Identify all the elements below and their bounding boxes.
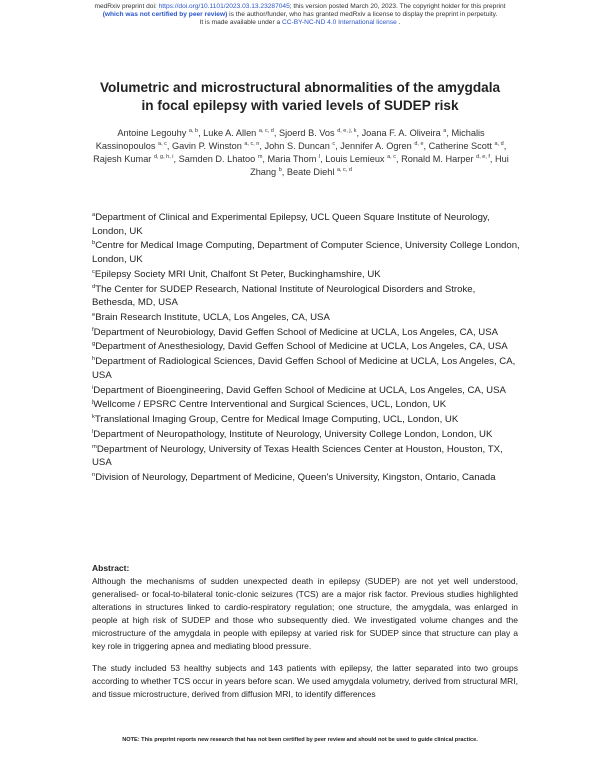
affiliation-item	[92, 443, 520, 470]
author	[203, 128, 274, 138]
affiliation-text: Department of Neurobiology, David Geffen School of Medicine at UCLA, Los Angeles, CA, USA	[93, 326, 499, 338]
author	[117, 128, 198, 138]
footer-note: NOTE: This preprint reports new research that has not been certified by peer review and should not be used to guide clinical practice.	[122, 737, 478, 743]
preprint-line-3	[0, 19, 600, 27]
paper-title	[60, 79, 540, 114]
author	[279, 128, 357, 138]
license-grant-text: is the author/funder, who has granted medRxiv a license to display the preprint in perpetuity.	[227, 11, 498, 19]
preprint-header	[0, 3, 600, 28]
affiliation-text: Centre for Medical Image Computing, Department of Computer Science, University College London, London, UK	[92, 240, 520, 265]
preprint-line-1	[0, 3, 600, 11]
author-affiliation-marker: a, c, n	[244, 141, 260, 147]
author-affiliation-marker: a, c, d	[336, 167, 352, 173]
affiliation-item	[92, 398, 520, 412]
author-name: Beate Diehl	[286, 167, 335, 177]
author	[401, 154, 490, 164]
author	[172, 141, 259, 151]
abstract-section	[92, 562, 518, 701]
affiliation-text: Department of Bioengineering, David Geffen School of Medicine at UCLA, Los Angeles, CA, USA	[93, 384, 506, 396]
doi-link[interactable]: https://doi.org/10.1101/2023.03.13.23287045	[158, 3, 290, 10]
affiliation-marker: l	[92, 428, 94, 435]
author-name: Louis Lemieux	[325, 154, 385, 164]
abstract-heading: Abstract:	[92, 563, 130, 573]
author-affiliation-marker: d, e	[414, 141, 424, 147]
author-affiliation-marker: d, e, j, k	[337, 128, 357, 134]
author-name: Joana F. A. Oliveira	[361, 128, 441, 138]
affiliation-list	[92, 211, 520, 486]
author-name: John S. Duncan	[264, 141, 330, 151]
peer-review-notice: (which was not certified by peer review)	[102, 11, 228, 19]
author-name: Samden D. Lhatoo	[178, 154, 256, 164]
author-name: Gavin P. Winston	[172, 141, 242, 151]
affiliation-marker: k	[92, 414, 95, 421]
version-posted-text: ; this version posted March 20, 2023. The copyright holder for this preprint	[289, 3, 506, 10]
affiliation-marker: i	[92, 384, 94, 391]
affiliation-item	[92, 384, 520, 398]
affiliation-text: Department of Neuropathology, Institute of Neurology, University College London, London, UK	[93, 428, 493, 440]
affiliation-marker: a	[92, 212, 96, 218]
license-suffix: .	[396, 19, 401, 27]
affiliation-text: Wellcome / EPSRC Centre Interventional and Surgical Sciences, UCL, London, UK	[93, 399, 447, 411]
affiliation-item	[92, 355, 520, 382]
affiliation-item	[92, 413, 520, 427]
author-name: Ronald M. Harper	[401, 154, 474, 164]
abstract-paragraph-1: Although the mechanisms of sudden unexpected death in epilepsy (SUDEP) are not yet well understood, generalised- or focal-to-bilateral tonic-clonic seizures (TCS) are a major risk factor. Previous studies highlighted alterations in structures linked to cardio-respiratory regulation; one structure, the amygdala, was enlarged in people at high risk of SUDEP and those who subsequently died. We investigated volume changes and the microstructure of the amygdala in people with epilepsy at varied risk for SUDEP since that structure can play a key role in triggering apnea and mediating blood pressure.	[92, 576, 518, 651]
license-link[interactable]: CC-BY-NC-ND 4.0 International license	[281, 19, 397, 27]
affiliation-item	[92, 471, 520, 485]
author	[264, 141, 335, 151]
affiliation-item	[92, 428, 520, 442]
author	[287, 167, 352, 177]
affiliation-marker: m	[92, 443, 97, 450]
author-name: Luke A. Allen	[203, 128, 257, 138]
affiliation-text: Translational Imaging Group, Centre for Medical Image Computing, UCL, London, UK	[94, 414, 459, 426]
author-affiliation-marker: a, c	[158, 141, 167, 147]
affiliation-text: Department of Neurology, University of Texas Health Sciences Center at Houston, Houston, TX, USA	[92, 443, 503, 469]
license-prefix: It is made available under a	[199, 19, 282, 27]
affiliation-marker: b	[92, 240, 96, 247]
title-line-1: Volumetric and microstructural abnormalities of the amygdala	[99, 80, 501, 95]
preprint-doi-label: medRxiv preprint doi:	[94, 3, 159, 10]
affiliation-text: Division of Neurology, Department of Medicine, Queen's University, Kingston, Ontario, Canada	[95, 472, 496, 484]
author-name: Michalis Kassinopoulos	[95, 128, 485, 151]
affiliation-marker: c	[92, 268, 95, 275]
author	[179, 154, 263, 164]
author-affiliation-marker: a, d	[494, 141, 504, 147]
affiliation-item	[92, 239, 520, 266]
affiliation-text: Department of Anesthesiology, David Geffen School of Medicine at UCLA, Los Angeles, CA, USA	[95, 341, 508, 353]
author	[362, 128, 447, 138]
author-name: Maria Thom	[267, 154, 317, 164]
author-affiliation-marker: l	[318, 154, 321, 160]
author	[340, 141, 423, 151]
affiliation-text: Epilepsy Society MRI Unit, Chalfont St Peter, Buckinghamshire, UK	[94, 268, 381, 280]
abstract-paragraph-2: The study included 53 healthy subjects and 143 patients with epilepsy, the latter separated into two groups according to whether TCS occur in years before scan. We used amygdala volumetry, derived from structural MRI, and tissue microstructure, derived from diffusion MRI, to identify differences	[92, 663, 518, 699]
affiliation-item	[92, 311, 520, 325]
author	[93, 154, 173, 164]
author-name: Hui Zhang	[250, 154, 509, 177]
affiliation-marker: d	[92, 283, 96, 290]
author-affiliation-marker: a	[443, 128, 447, 134]
author	[268, 154, 321, 164]
author	[429, 141, 504, 151]
author-name: Catherine Scott	[428, 141, 492, 151]
author-name: Sjoerd B. Vos	[278, 128, 335, 138]
author-affiliation-marker: a, c	[387, 154, 396, 160]
affiliation-text: Department of Clinical and Experimental Epilepsy, UCL Queen Square Institute of Neurology, London, UK	[92, 212, 490, 237]
affiliation-text: The Center for SUDEP Research, National Institute of Neurological Disorders and Stroke, Bethesda, MD, USA	[92, 283, 476, 309]
author-affiliation-marker: c	[332, 141, 336, 147]
affiliation-text: Department of Radiological Sciences, David Geffen School of Medicine at UCLA, Los Angeles, CA, USA	[92, 356, 516, 381]
affiliation-marker: n	[92, 472, 96, 479]
author-affiliation-marker: m	[257, 154, 263, 160]
preprint-line-2	[0, 11, 600, 19]
affiliation-marker: e	[92, 311, 96, 318]
affiliation-item	[92, 340, 520, 354]
affiliation-item	[92, 211, 520, 238]
affiliation-item	[92, 268, 520, 282]
author-affiliation-marker: d, g, h, i	[153, 154, 174, 160]
affiliation-marker: f	[92, 326, 94, 333]
author-affiliation-marker: a, c, d	[258, 128, 274, 134]
author-name: Rajesh Kumar	[93, 154, 152, 164]
author-affiliation-marker: a, b	[188, 128, 199, 134]
author-name: Jennifer A. Ogren	[340, 141, 412, 151]
author-list: Antoine Legouhy $^{a, b}$, Luke A. Allen $^{a, c, d}$, Sjoerd B. Vos $^{d, e, j, k}$, Joana F. A. Oliveira $^a$, Michalis Kassinopoulos $^{a, c}$, Gavin P. Winston $^{a, c, n}$, John S. Duncan $^c$, Jennifer A. Ogren $^{d, e}$, Catherine Scott $^{a, d}$, Rajesh Kumar $^{d, g, h, i}$, Samden D. Lhatoo $^m$, Maria Thom $^l$, Louis Lemieux $^{a, c}$, Ronald M. Harper $^{d, e, f}$, Hui Zhang $^b$, Beate Diehl $^{a, c, d}$	[93, 128, 509, 177]
affiliation-marker: j	[92, 399, 94, 406]
author-affiliation-marker: d, e, f	[476, 154, 490, 160]
affiliation-item	[92, 283, 520, 310]
title-line-2: in focal epilepsy with varied levels of SUDEP risk	[141, 97, 459, 113]
affiliation-marker: h	[92, 356, 96, 363]
author-affiliation-marker: b	[278, 167, 282, 173]
affiliation-item	[92, 326, 520, 340]
author	[325, 154, 396, 164]
affiliation-text: Brain Research Institute, UCLA, Los Angeles, CA, USA	[95, 311, 330, 323]
author-name: Antoine Legouhy	[117, 128, 187, 138]
affiliation-marker: g	[92, 341, 96, 348]
